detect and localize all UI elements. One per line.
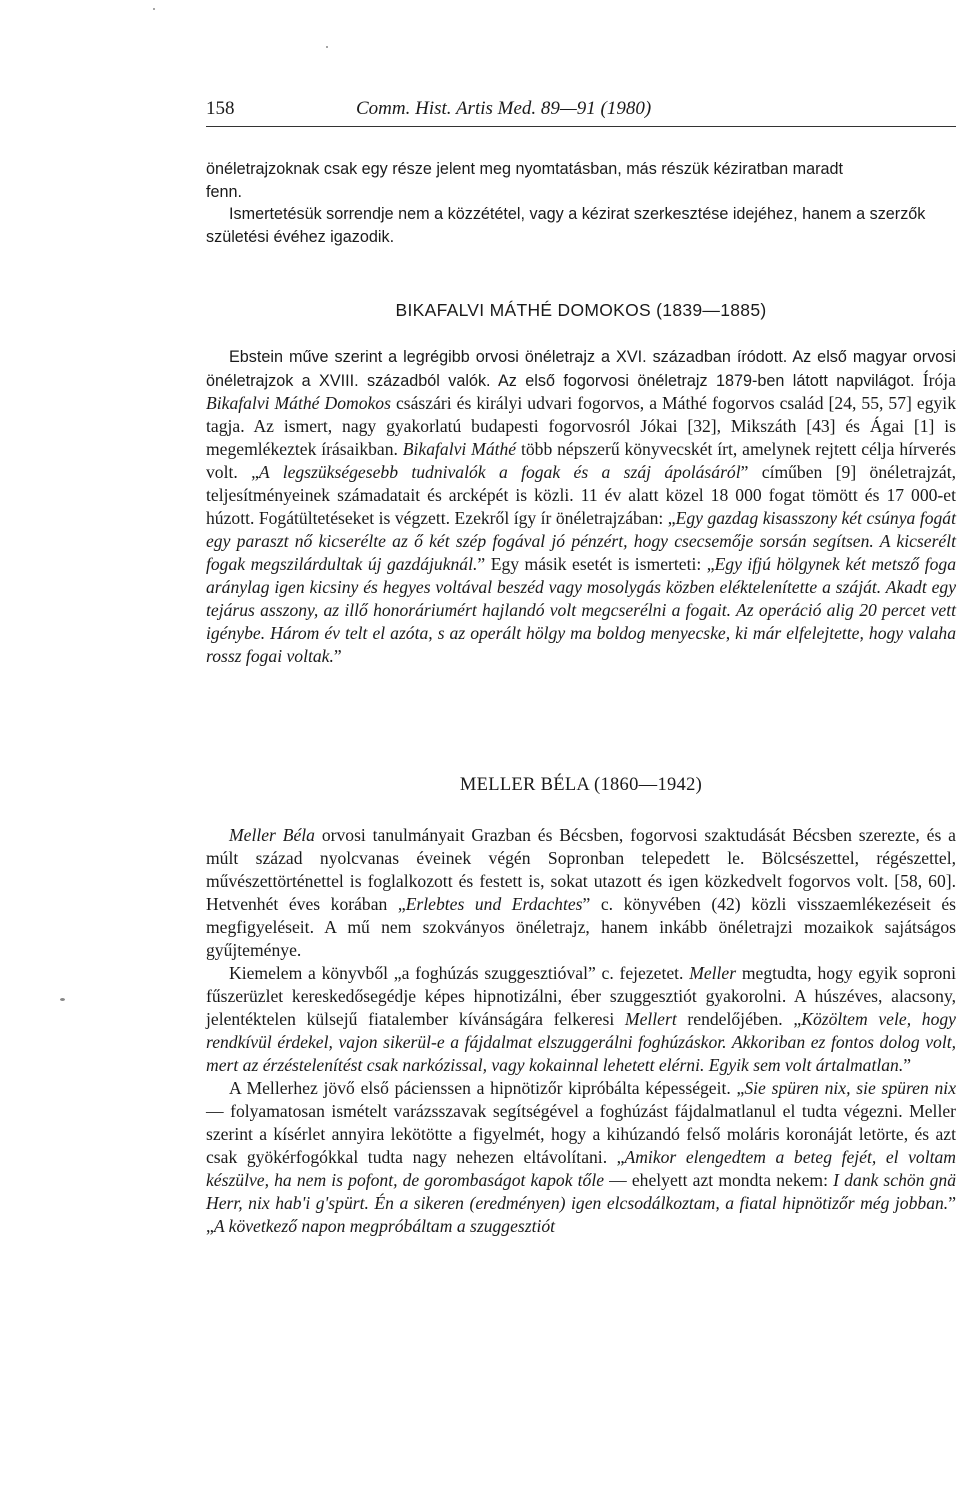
italic-run: Meller Béla [229,825,315,845]
text-run: több népszerű könyvecskét írt, amelynek rejtett célja hírverés volt. „ [206,439,956,482]
text-run: megtudta, hogy egyik soproni fűszerüzlet kereskedősegédje képes hipnotizálni, éber szuggesztiót gyakorolni. A húszéves, alacsony, jelentéktelen külsejű fiatalember kívánságára felkeresi [206,963,956,1029]
page-header [206,98,956,127]
text-run: — folyamatosan ismételt varázsszavak segítségével a foghúzást fájdalmatlanul el tudta végezni. Meller szerint a kísérlet annyira lekötötte a figyelmét, hogy a kihúzandó felső moláris koronáját letörte, és azt csak gyökérfogókkal tudta nagy nehezen eltávolítani. „ [206,1101,956,1167]
text-run: ” [333,646,342,666]
text-run: A Mellerhez jövő első pácienssen a hipnötizőr kipróbálta képességeit. „ [229,1078,745,1098]
section-bikafalvi-paragraph [206,345,956,668]
text-run: ” címűben [9] önéletrajzát, teljesítményeinek számadatait és arcképét is közli. 11 év alatt közel 18 000 fogat tömött és 17 000-et húzott. Fogátültetéseket is végzett. Ezekről így ír önéletrajzában: „ [206,462,956,528]
running-head: Comm. Hist. Artis Med. 89—91 (1980) [356,98,652,119]
text-run: ” [903,1055,912,1075]
intro-block [206,158,956,248]
text-run: ” „ [206,1193,956,1236]
meller-paragraph-3 [206,1077,956,1238]
italic-run: Amikor elengedtem a beteg fejét, el voltam készülve, ha nem is pofont, de gorombaságot kapok tőle [206,1147,957,1190]
italic-run: Sie spüren nix, sie spüren nix [744,1078,956,1098]
italic-run: Meller [689,963,737,983]
section-bikafalvi-body [206,345,956,668]
meller-paragraph-1 [206,824,956,962]
intro-line-1: önéletrajzoknak csak egy része jelent meg nyomtatásban, más részük kéziratban maradt [206,160,844,178]
text-run: — ehelyett azt mondta nekem: [604,1170,834,1190]
text-run: Írója [914,369,956,390]
italic-run: I dank schön gnä Herr, nix hab'i g'spürt. Én a sikeren (eredményen) igen elcsodálkoztam, a fiatal hipnötizőr még jobban. [206,1170,956,1213]
italic-run: Egy ifjú hölgynek két metsző foga aránylag igen kicsiny és hegyes voltával beszéd vagy mosolygás közben eléktelenítette a száját. Akadt egy tejárus asszony, az illő honoráriumért hajlandó volt megcserélni a fogait. Az operáció alig 20 percet vett igénybe. Három év telt el azóta, s az operált hölgy ma boldog menyecske, ki már elfelejtette, hogy valaha rossz fogai voltak. [206,554,957,666]
italic-run: Egy gazdag kisasszony két csúnya fogát egy paraszt nő kicserélte az ő két szép fogával jó pénzért, hogy csecsemője sorsán segítsen. A kicserélt fogak megszilárdultak új gazdájuknál. [206,508,956,574]
section-heading-bikafalvi: BIKAFALVI MÁTHÉ DOMOKOS (1839—1885) [395,300,767,320]
italic-run: Erlebtes und Erdachtes [405,894,583,914]
section-meller-body [206,824,956,1238]
italic-run: A legszükségesebb tudnivalók a fogak és a száj ápolásáról [258,462,741,482]
sans-passage: Ebstein műve szerint a legrégibb orvosi önéletrajz a XVI. században íródott. Az első magyar orvosi önéletrajzok a XVIII. századból valók. Az első fogorvosi önéletrajz 1879-ben látott napvilágot. [206,348,956,390]
italic-run: Közöltem vele, hogy rendkívül érdekel, vajon sikerül-e a fájdalmat elszuggerálni foghúzáskor. Akkoriban ez fontos dolog volt, mert az érzéstelenítést csak narkózissal, vagy kokainnal lehetett elérni. Egyik sem volt ártalmatlan. [206,1009,956,1075]
italic-run: Bikafalvi Máthé Domokos [206,393,391,413]
italic-run: A következő napon megpróbáltam a szuggesztiót [213,1216,556,1236]
text-run: rendelőjében. „ [676,1009,802,1029]
intro-line-2: fenn. [206,182,243,201]
italic-run: Bikafalvi Máthé [402,439,517,459]
italic-run: Mellert [624,1009,677,1029]
text-run: orvosi tanulmányait Grazban és Bécsben, fogorvosi szaktudását Bécsben szerezte, és a múlt század nyolcvanas éveinek végén Sopronban telepedett le. Bölcsészettel, régészettel, művészettörténettel is foglalkozott és festett is, sokat utazott és igen közkedvelt fogorvos volt. [58, 60]. Hetvenhét éves korában „ [206,825,956,914]
scan-speck [326,46,328,48]
scan-speck [60,998,65,1001]
text-run: császári és királyi udvari fogorvos, a Máthé fogorvos család [24, 55, 57] egyik tagja. Az ismert, nagy gyakorlatú budapesti fogorvosról Jókai [32], Mikszáth [43] és Ágai [1] is megemlékeztek írásaikban. [206,393,956,459]
page-number: 158 [206,98,235,119]
text-run: Kiemelem a könyvből „a foghúzás szuggesztióval” c. fejezetet. [229,963,690,983]
meller-paragraph-2 [206,962,956,1077]
text-run: ” Egy másik esetét is ismerteti: „ [477,554,715,574]
intro-paragraph-2: Ismertetésük sorrendje nem a közzététel, vagy a kézirat szerkesztése idejéhez, hanem a szerzők születési évéhez igazodik. [206,205,926,246]
scan-speck [153,8,155,10]
section-heading-meller: MELLER BÉLA (1860—1942) [459,775,703,795]
text-run: ” c. könyvében (42) közli visszaemlékezéseit és megfigyeléseit. A mű nem szokványos önéletrajz, hanem inkább önéletrajzi mozaikok sajátságos gyűjteménye. [206,894,956,960]
